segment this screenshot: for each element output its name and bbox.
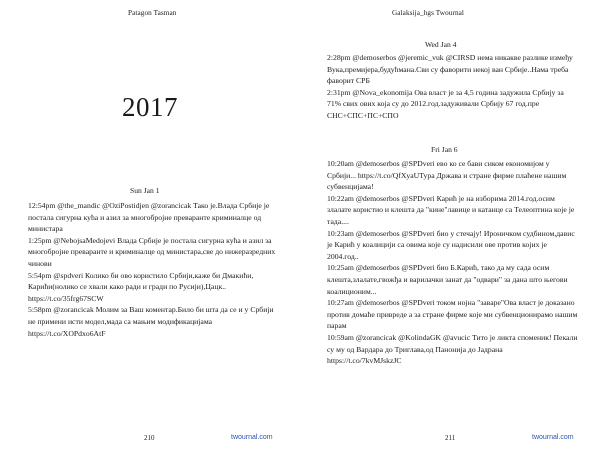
tweet-entry [28,235,276,270]
tweet-time: 1:25pm [28,235,52,245]
tweet-text: @the_mandic @OziPostidjen @zorancicak Тако је.Влада Србије је постала сигурна кућа и азил за многобројне преваранте криминалце од министара [28,201,270,234]
tweet-entry [28,304,276,339]
tweet-entry [327,297,579,332]
tweet-entry [28,270,276,305]
left-running-head: Patagon Tasman [128,9,177,17]
tweet-text: @demoserbos @jeremic_vuk @CIRSD нема никакве разлике између Вука,премијера,будућмана.Сви су фаворити некој ван Србије..Нама треба фаворит СРБ [327,53,573,86]
day-heading-fri-jan-6: Fri Jan 6 [431,145,458,154]
tweet-entry [327,332,579,367]
tweet-text: @demoserbos @SPDveri током нојна "заваре"Ова власт је доказано против домаће привреде а за стране фирме које ми субвенционирамо нашим парам [327,298,578,331]
tweet-time: 10:25am [327,263,354,273]
tweet-text: @demoserbos @SPDveri Карић је на изборима 2014.год.осим злалате користио и клешта да "кине"лавице и катанце са Телеоптина које је тада.... [327,193,575,226]
tweet-time: 10:20am [327,159,354,168]
tweet-time: 10:22am [327,193,354,203]
tweet-time: 5:54pm [28,270,52,280]
tweet-text: @zorancicak Молим за Ваш коментар.Било би шта да се и у Србији не примени исти модел,мада са мањим модификацијама https://t.co/XOPdxo6AtF [28,305,274,338]
tweet-entry [327,158,579,193]
tweet-entry [327,228,579,263]
tweet-list-jan-1 [28,200,276,339]
tweet-text: @demoserbos @SPDveri био Б.Карић, тако да му сада осим клешта,злалате,гвожђа и варилачки занат да "одвари" за дана што његови коалиционим... [327,263,568,296]
tweet-entry [327,52,579,87]
day-heading-sun-jan-1: Sun Jan 1 [130,186,160,195]
tweet-text: @NebojsaMedojevi Влада Србије је постала сигурна кућа и азил за многобројне преваранте и криминалце од министара,све до нижеразредних чинови [28,235,276,268]
tweet-time: 2:28pm [327,53,351,62]
tweet-list-jan-6 [327,158,579,367]
tweet-list-jan-4 [327,52,579,122]
day-heading-wed-jan-4: Wed Jan 4 [425,40,457,49]
right-page [300,0,600,450]
tweet-entry [327,87,579,122]
tweet-time: 10:27am [327,298,354,308]
tweet-time: 10:59am [327,332,354,342]
tweet-entry [327,193,579,228]
year-heading: 2017 [122,92,178,122]
tweet-text: @spdveri Колико би ово користило Србији,каже би Дмакићи, Карићи(нолико се хвали како ради и гради по Русији),Цацк.. https://t.co/35frg67SCW [28,270,254,303]
tweet-entry [28,200,276,235]
tweet-text: @zorancicak @KolindaGK @avucic Тито је ликта споменик! Пекали су му од Вардара до Триглава,од Панонија до Јадрана https://t.co/7kvMJskzJC [327,332,578,366]
left-footer-link[interactable]: twournal.com [231,434,273,441]
tweet-time: 5:58pm [28,305,52,315]
tweet-time: 12:54pm [28,201,56,210]
tweet-time: 10:23am [327,228,354,238]
right-running-head: Galaksija_hgs Twournal [392,9,465,17]
tweet-text: @demoserbos @SPDveri ево ко се бави сиком економијом у Србији... https://t.co/QfXyaUТура Држава и стране фирме плаћене нашим субвенцијама! [327,159,567,192]
tweet-text: @Nova_ekonomija Ова власт је за 4,5 година задужила Србију за 71% свих ових која су до 2012.год.задуживали Србију 67 год.пре СНС+СПС+ПС+СПО [327,87,564,120]
left-page-number: 210 [144,434,155,442]
tweet-time: 2:31pm [327,87,351,97]
right-page-number: 211 [445,434,456,442]
tweet-entry [327,262,579,297]
right-footer-link[interactable]: twournal.com [532,434,574,441]
tweet-text: @demoserbos @SPDveri био у стечају! Ироничком судбином,давис је Карић у коалицији са овима које су надисили ове против којих је 2004.год.. [327,228,575,261]
